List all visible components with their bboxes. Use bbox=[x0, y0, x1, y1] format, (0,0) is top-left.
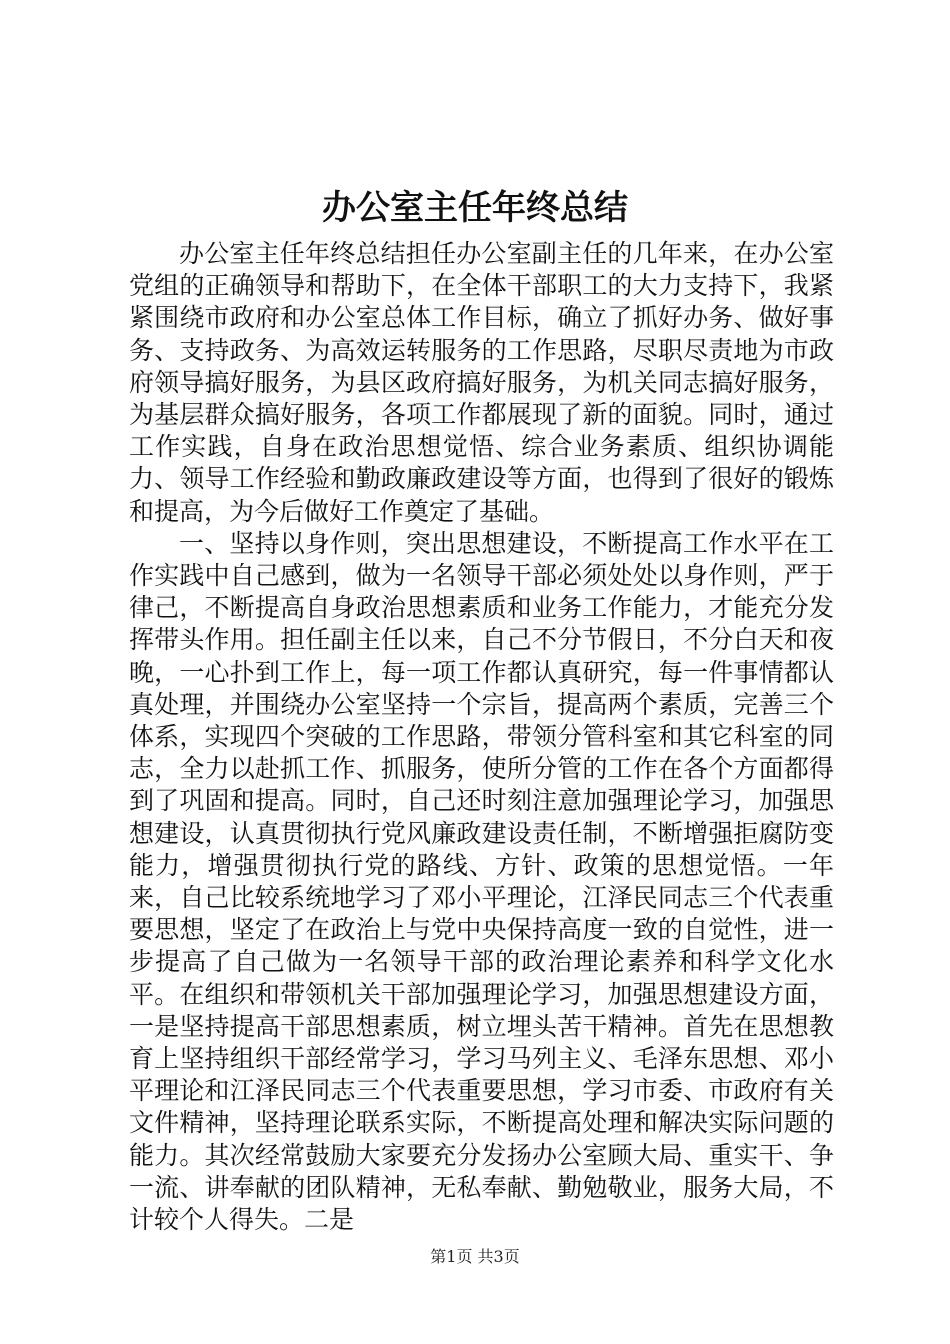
paragraph-intro: 办公室主任年终总结担任办公室副主任的几年来，在办公室党组的正确领导和帮助下，在全体干部职工的大力支持下，我紧紧围绕市政府和办公室总体工作目标，确立了抓好办务、做好事务、支持政务、为高效运转服务的工作思路，尽职尽责地为市政府领导搞好服务，为县区政府搞好服务，为机关同志搞好服务，为基层群众搞好服务，各项工作都展现了新的面貌。同时，通过工作实践，自身在政治思想觉悟、综合业务素质、组织协调能力、领导工作经验和勤政廉政建设等方面，也得到了很好的锻炼和提高，为今后做好工作奠定了基础。 bbox=[129, 239, 834, 526]
paragraph-section-one: 一、坚持以身作则，突出思想建设，不断提高工作水平在工作实践中自己感到，做为一名领导干部必须处处以身作则，严于律己，不断提高自身政治思想素质和业务工作能力，才能充分发挥带头作用。担任副主任以来，自己不分节假日，不分白天和夜晚，一心扑到工作上，每一项工作都认真研究，每一件事情都认真处理，并围绕办公室坚持一个宗旨，提高两个素质，完善三个体系，实现四个突破的工作思路，带领分管科室和其它科室的同志，全力以赴抓工作、抓服务，使所分管的工作在各个方面都得到了巩固和提高。同时，自己还时刻注意加强理论学习，加强思想建设，认真贯彻执行党风廉政建设责任制，不断增强拒腐防变能力，增强贯彻执行党的路线、方针、政策的思想觉悟。一年来，自己比较系统地学习了邓小平理论，江泽民同志三个代表重要思想，坚定了在政治上与党中央保持高度一致的自觉性，进一步提高了自己做为一名领导干部的政治理论素养和科学文化水平。在组织和带领机关干部加强理论学习，加强思想建设方面，一是坚持提高干部思想素质，树立埋头苦干精神。首先在思想教育上坚持组织干部经常学习，学习马列主义、毛泽东思想、邓小平理论和江泽民同志三个代表重要思想，学习市委、市政府有关文件精神，坚持理论联系实际，不断提高处理和解决实际问题的能力。其次经常鼓励大家要充分发扬办公室顾大局、重实干、争一流、讲奉献的团队精神，无私奉献、勤勉敬业，服务大局，不计较个人得失。二是 bbox=[129, 528, 834, 1235]
page-number-footer: 第1页 共3页 bbox=[430, 1247, 520, 1266]
document-body bbox=[129, 238, 834, 1236]
document-title: 办公室主任年终总结 bbox=[322, 188, 628, 228]
